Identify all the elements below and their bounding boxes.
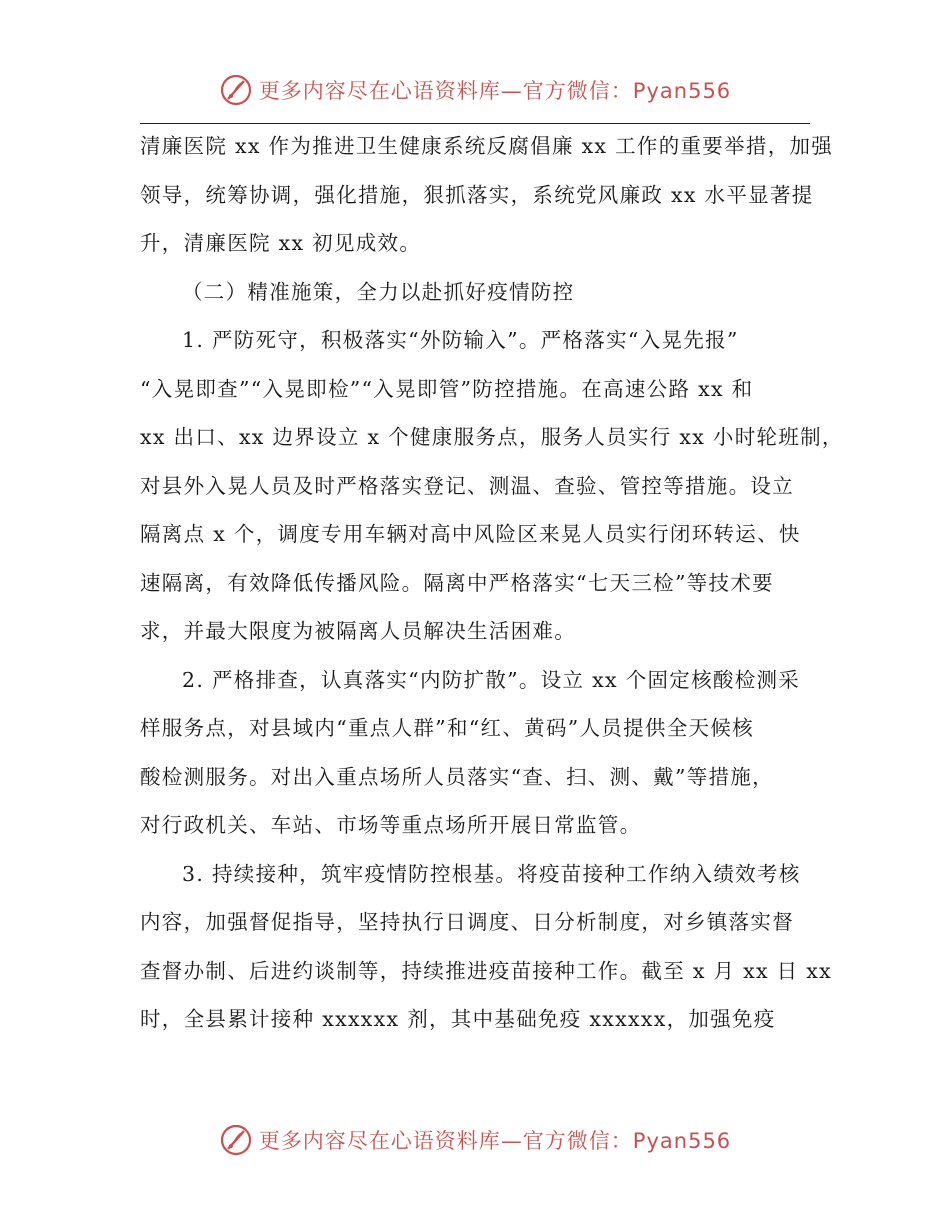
text-line: 求，并最大限度为被隔离人员解决生活困难。 [140, 619, 576, 643]
text-line: xx 出口、xx 边界设立 x 个健康服务点，服务人员实行 xx 小时轮班制， [140, 425, 844, 449]
text-line: 领导，统筹协调，强化措施，狠抓落实，系统党风廉政 xx 水平显著提 [140, 182, 814, 207]
text-line: 对县外入晃人员及时严格落实登记、测温、查验、管控等措施。设立 [140, 473, 794, 498]
quill-circle-icon [219, 73, 253, 107]
text-line: 1. 严防死守，积极落实“外防输入”。严格落实“入晃先报” [182, 328, 739, 352]
text-line: 查督办制、后进约谈制等，持续推进疫苗接种工作。截至 x 月 xx 日 xx [140, 958, 832, 983]
text-line: 时，全县累计接种 xxxxxx 剂，其中基础免疫 xxxxxx，加强免疫 [140, 1007, 776, 1031]
text-line: 酸检测服务。对出入重点场所人员落实“查、扫、测、戴”等措施， [140, 764, 774, 789]
text-line: 3. 持续接种，筑牢疫情防控根基。将疫苗接种工作纳入绩效考核 [182, 861, 801, 886]
text-line: “入晃即查”“入晃即检”“入晃即管”防控措施。在高速公路 xx 和 [140, 376, 754, 401]
text-line: 2. 严格排查，认真落实“内防扩散”。设立 xx 个固定核酸检测采 [182, 667, 801, 692]
text-line: 样服务点，对县域内“重点人群”和“红、黄码”人员提供全天候核 [140, 716, 754, 740]
text-line: 升，清廉医院 xx 初见成效。 [140, 231, 422, 255]
header-banner [0, 70, 950, 110]
footer-banner-text: 更多内容尽在心语资料库—官方微信：Pyan556 [258, 1129, 732, 1153]
quill-circle-icon [219, 1123, 253, 1157]
header-banner-text: 更多内容尽在心语资料库—官方微信：Pyan556 [258, 79, 732, 103]
footer-banner [0, 1120, 950, 1160]
document-body [140, 122, 844, 1044]
text-line: 对行政机关、车站、市场等重点场所开展日常监管。 [140, 813, 642, 837]
text-line: 内容，加强督促指导，坚持执行日调度、日分析制度，对乡镇落实督 [140, 910, 794, 934]
text-line: 隔离点 x 个，调度专用车辆对高中风险区来晃人员实行闭环转运、快 [140, 522, 801, 546]
text-line: 清廉医院 xx 作为推进卫生健康系统反腐倡廉 xx 工作的重要举措，加强 [140, 134, 834, 158]
text-line: 速隔离，有效降低传播风险。隔离中严格落实“七天三检”等技术要 [140, 570, 774, 595]
text-line: （二）精准施策，全力以赴抓好疫情防控 [182, 279, 575, 304]
